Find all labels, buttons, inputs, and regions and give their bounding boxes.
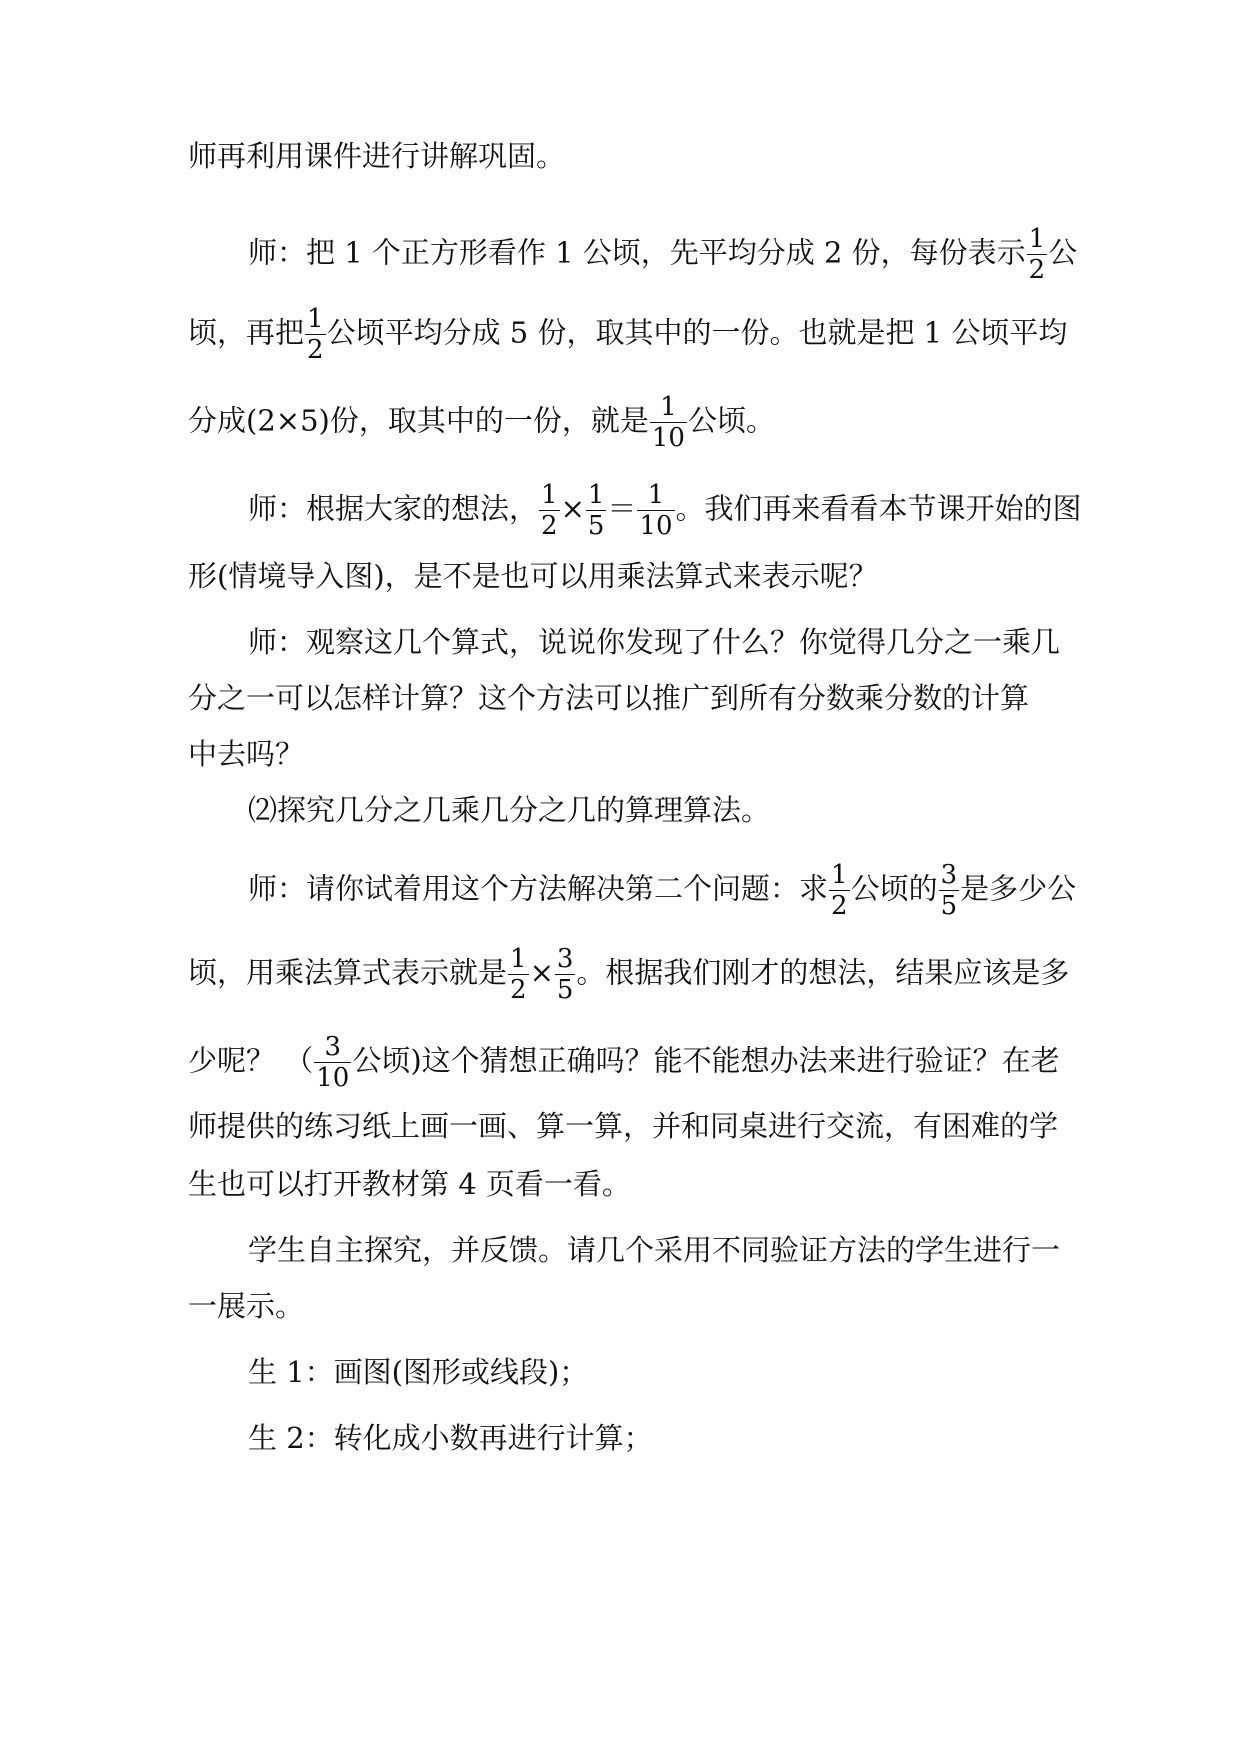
text: 是多少公 (960, 871, 1077, 906)
text: 师：把 1 个正方形看作 1 公顷，先平均分成 2 份，每份表示 (248, 235, 1026, 270)
paragraph-line (248, 622, 1118, 662)
text: 分成(2×5)份，取其中的一份，就是 (188, 403, 649, 438)
paragraph-line (248, 1230, 1118, 1270)
numerator: 1 (831, 860, 848, 890)
paragraph-line (188, 678, 1058, 718)
text: 公顷的 (850, 871, 938, 906)
paragraph-line (248, 860, 1118, 921)
paragraph-line (188, 944, 1070, 1005)
text: 师：观察这几个算式，说说你发现了什么？你觉得几分之一乘几 (248, 625, 1061, 659)
text: 顷，用乘法算式表示就是 (188, 955, 508, 990)
numerator: 1 (1028, 224, 1046, 254)
numerator: 1 (510, 944, 527, 974)
fraction (555, 944, 576, 1005)
text: 生也可以打开教材第 4 页看一看。 (188, 1167, 631, 1201)
paragraph-line (188, 734, 1058, 774)
text: 公顷)这个猜想正确吗？能不能想办法来进行验证？在老 (352, 1043, 1060, 1078)
paragraph-line (248, 790, 1118, 830)
fraction (305, 304, 326, 365)
operator: × (529, 955, 554, 990)
text: 公顷平均分成 5 份，取其中的一份。也就是把 1 公顷平均 (326, 315, 1068, 350)
fraction (586, 480, 607, 541)
denominator: 5 (556, 975, 574, 1005)
text: 。我们再来看看本节课开始的图 (675, 491, 1082, 526)
text: 少呢？ （ (188, 1043, 314, 1078)
denominator: 2 (1028, 255, 1046, 285)
denominator: 2 (831, 891, 848, 921)
text: ⑵探究几分之几乘几分之几的算理算法。 (248, 793, 771, 827)
paragraph-line (248, 224, 1118, 285)
paragraph-line (188, 556, 1058, 596)
paragraph-line (248, 1418, 1118, 1458)
numerator: 3 (314, 1032, 351, 1063)
text: 分之一可以怎样计算？这个方法可以推广到所有分数乘分数的计算 (188, 681, 1030, 715)
numerator: 3 (556, 944, 574, 974)
fraction (939, 860, 960, 921)
denominator: 2 (510, 975, 527, 1005)
numerator: 1 (307, 304, 324, 334)
fraction (1027, 224, 1048, 285)
text: 。根据我们刚才的想法，结果应该是多 (576, 955, 1070, 990)
numerator: 1 (637, 480, 674, 511)
denominator: 5 (940, 891, 958, 921)
fraction (637, 480, 674, 541)
text: 顷，再把 (188, 315, 305, 350)
denominator: 5 (587, 511, 605, 541)
text: 师再利用课件进行讲解巩固。 (188, 139, 566, 173)
text: 师：请你试着用这个方法解决第二个问题：求 (248, 871, 829, 906)
text: 师：根据大家的想法， (248, 491, 539, 526)
text: 生 1：画图(图形或线段)； (248, 1355, 589, 1389)
text: 学生自主探究，并反馈。请几个采用不同验证方法的学生进行一 (248, 1233, 1061, 1267)
paragraph-line (188, 304, 1068, 365)
operator: ＝ (607, 491, 637, 526)
denominator: 2 (541, 511, 558, 541)
fraction (314, 1032, 351, 1093)
text: 形(情境导入图)，是不是也可以用乘法算式来表示呢？ (188, 559, 878, 593)
denominator: 10 (639, 511, 673, 541)
text: 一展示。 (188, 1289, 305, 1323)
text: 公顷。 (687, 403, 775, 438)
numerator: 1 (650, 392, 687, 423)
denominator: 10 (651, 423, 685, 453)
numerator: 1 (587, 480, 605, 510)
paragraph-line (248, 1352, 1118, 1392)
numerator: 1 (541, 480, 558, 510)
fraction (829, 860, 850, 921)
paragraph-line (248, 480, 1118, 541)
text: 公 (1048, 235, 1078, 270)
paragraph-line (188, 1106, 1058, 1146)
text: 生 2：转化成小数再进行计算； (248, 1421, 653, 1455)
text: 师提供的练习纸上画一画、算一算，并和同桌进行交流，有困难的学 (188, 1109, 1059, 1143)
denominator: 2 (307, 335, 324, 365)
fraction (508, 944, 529, 1005)
denominator: 10 (316, 1063, 350, 1093)
fraction (650, 392, 687, 453)
numerator: 3 (940, 860, 958, 890)
fraction (539, 480, 560, 541)
paragraph-line (188, 1164, 1058, 1204)
paragraph-line (188, 392, 1058, 453)
paragraph-line (188, 1032, 1058, 1093)
paragraph-line (188, 136, 1058, 176)
paragraph-line (188, 1286, 1058, 1326)
text: 中去吗？ (188, 737, 305, 771)
operator: × (560, 491, 585, 526)
